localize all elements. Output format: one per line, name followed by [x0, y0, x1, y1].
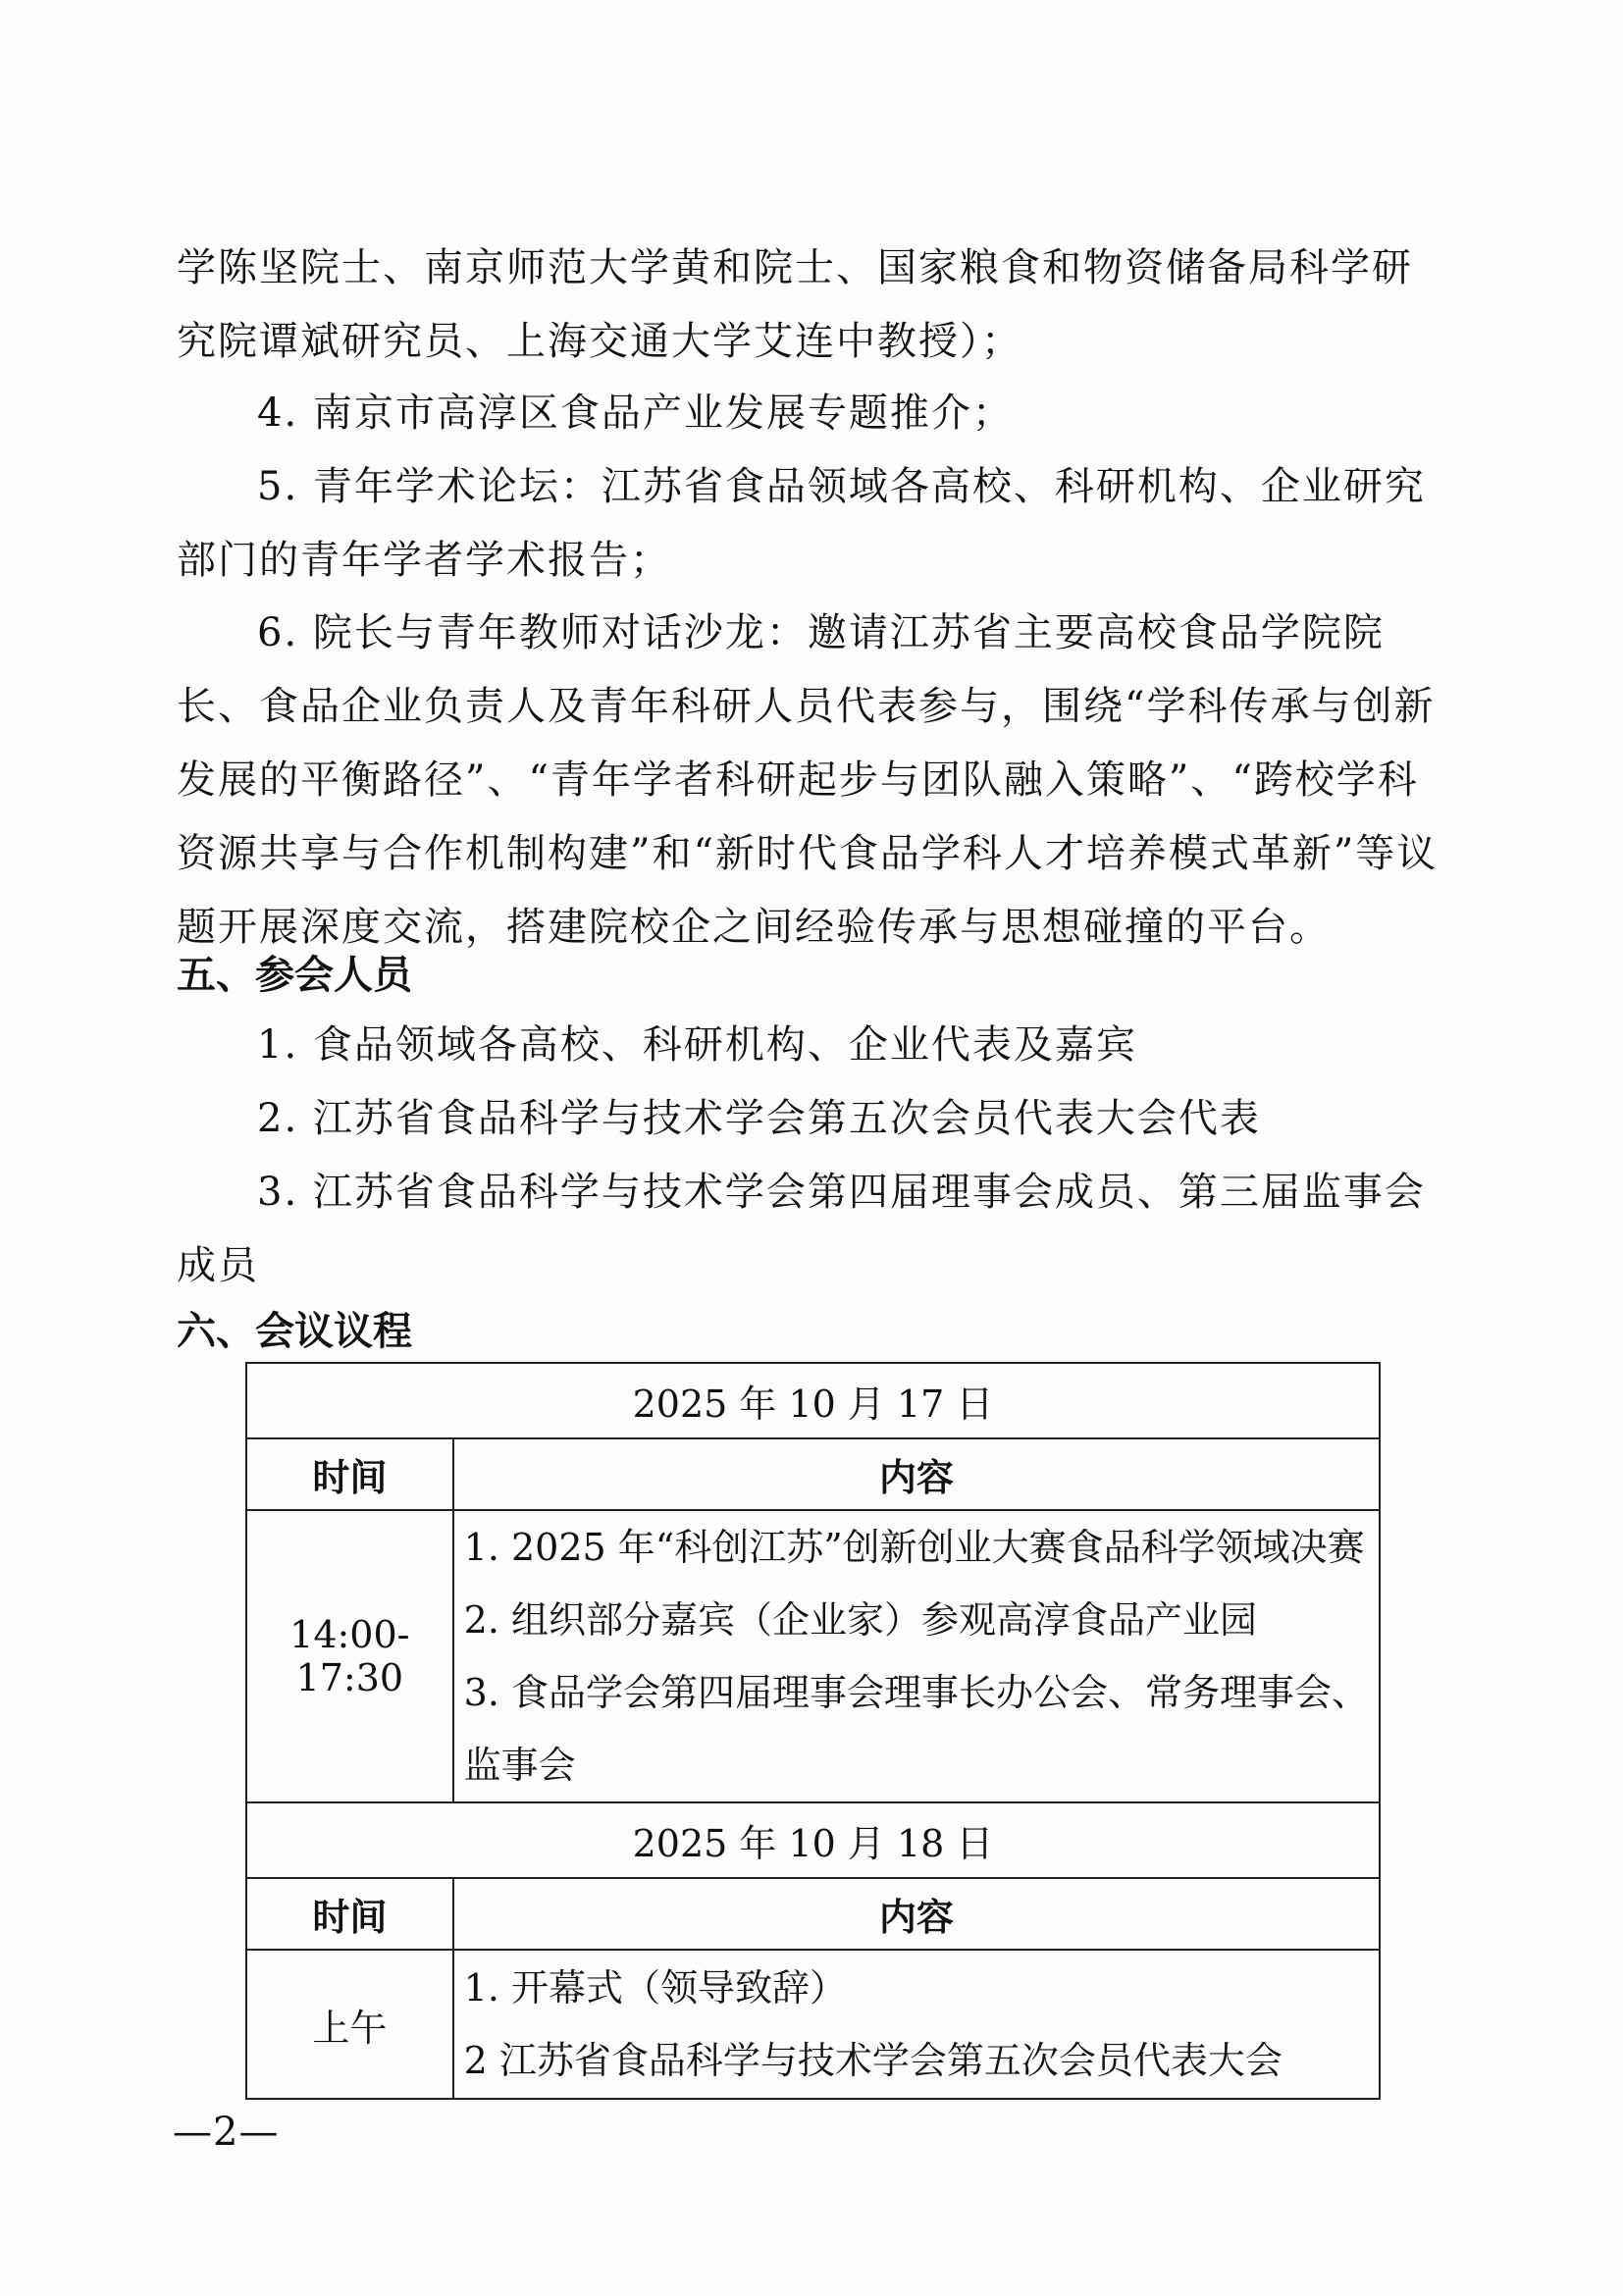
day2-line-1: 1. 开幕式（领导致辞）: [463, 1966, 847, 2009]
attendee-item-1: 1. 食品领域各高校、科研机构、企业代表及嘉宾: [257, 1022, 1137, 1068]
day2-time-cell: 上午: [246, 1950, 453, 2099]
section-six-title: 六、会议议程: [177, 1309, 412, 1354]
agenda-item-4: 4. 南京市高淳区食品产业发展专题推介；: [257, 391, 1014, 436]
day1-line-1: 1. 2025 年“科创江苏”创新创业大赛食品科学领域决赛: [463, 1526, 1365, 1569]
day1-date: 2025 年 10 月 17 日: [246, 1363, 1380, 1438]
page-number: —2—: [173, 2110, 280, 2155]
day2-time-header: 时间: [246, 1878, 453, 1950]
day1-content-cell: [453, 1510, 1380, 1802]
attendee-item-2: 2. 江苏省食品科学与技术学会第五次会员代表大会代表: [257, 1096, 1261, 1141]
day1-line-2: 2. 组织部分嘉宾（企业家）参观高淳食品产业园: [463, 1598, 1257, 1642]
day1-content-header: 内容: [453, 1438, 1380, 1510]
day2-line-2: 2 江苏省食品科学与技术学会第五次会员代表大会: [463, 2039, 1283, 2082]
agenda-item-5: 5. 青年学术论坛：江苏省食品领域各高校、科研机构、企业研究部门的青年学者学术报告；: [177, 464, 1426, 583]
day1-time-cell: 14:00-17:30: [246, 1510, 453, 1802]
table-row: [246, 1950, 1380, 2099]
table-row: [246, 1363, 1380, 1438]
day1-line-3: 3. 食品学会第四届理事会理事长办公会、常务理事会、: [463, 1671, 1369, 1714]
agenda-item-6: 6. 院长与青年教师对话沙龙：邀请江苏省主要高校食品学院院长、食品企业负责人及青年科研人员代表参与，围绕“学科传承与创新发展的平衡路径”、“青年学者科研起步与团队融入策略”、“跨校学科资源共享与合作机制构建”和“新时代食品学科人才培养模式革新”等议题开展深度交流，搭建院校企之间经验传承与思想碰撞的平台。: [177, 610, 1439, 950]
day2-content-header: 内容: [453, 1878, 1380, 1950]
table-row: [246, 1438, 1380, 1510]
table-row: [246, 1510, 1380, 1802]
day2-date: 2025 年 10 月 18 日: [246, 1802, 1380, 1878]
section-five-title: 五、参会人员: [177, 953, 412, 998]
day1-time-header: 时间: [246, 1438, 453, 1510]
attendee-item-3: 3. 江苏省食品科学与技术学会第四届理事会成员、第三届监事会成员: [177, 1170, 1426, 1288]
day1-line-4: 监事会: [463, 1744, 576, 1787]
table-row: [246, 1802, 1380, 1878]
day2-content-cell: [453, 1950, 1380, 2099]
table-row: [246, 1878, 1380, 1950]
paragraph-continuation: 学陈坚院士、南京师范大学黄和院士、国家粮食和物资储备局科学研究院谭斌研究员、上海交通大学艾连中教授）；: [177, 245, 1413, 364]
agenda-table: [245, 1362, 1381, 2100]
